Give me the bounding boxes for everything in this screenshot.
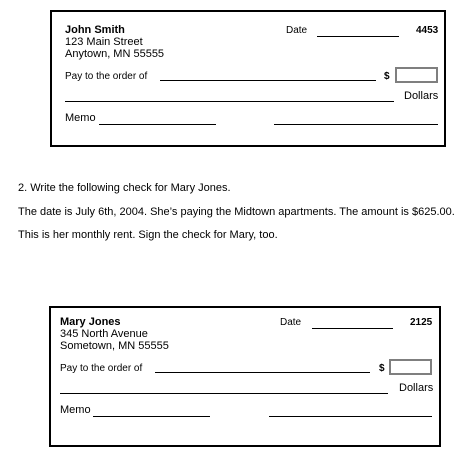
check-number: 2125 (410, 317, 433, 328)
payer-city: Sometown, MN 55555 (60, 340, 169, 352)
date-label: Date (286, 25, 308, 36)
instruction-text-1: The date is July 6th, 2004. She’s paying the Midtown apartments. The amount is $625.00. (18, 206, 455, 218)
signature-line[interactable] (269, 416, 432, 417)
dollar-sign: $ (384, 71, 390, 82)
pay-to-label: Pay to the order of (60, 363, 143, 374)
pay-to-label: Pay to the order of (65, 71, 148, 82)
memo-label: Memo (60, 404, 91, 416)
payer-street: 345 North Avenue (60, 328, 148, 340)
payee-line[interactable] (155, 372, 370, 373)
amount-box[interactable] (389, 359, 432, 375)
date-label: Date (280, 317, 302, 328)
dollars-label: Dollars (404, 90, 439, 102)
payee-line[interactable] (160, 80, 376, 81)
check-number: 4453 (416, 25, 439, 36)
memo-line[interactable] (99, 124, 216, 125)
check-mary-jones (49, 306, 441, 447)
amount-box[interactable] (395, 67, 438, 83)
memo-line[interactable] (93, 416, 210, 417)
payer-street: 123 Main Street (65, 36, 143, 48)
written-amount-line[interactable] (60, 393, 388, 394)
question-heading: 2. Write the following check for Mary Jones. (18, 182, 231, 194)
dollars-label: Dollars (399, 382, 434, 394)
signature-line[interactable] (274, 124, 438, 125)
dollar-sign: $ (379, 363, 385, 374)
memo-label: Memo (65, 112, 96, 124)
written-amount-line[interactable] (65, 101, 394, 102)
payer-name: John Smith (65, 24, 125, 36)
payer-name: Mary Jones (60, 316, 121, 328)
date-line[interactable] (317, 36, 399, 37)
date-line[interactable] (312, 328, 393, 329)
check-john-smith (50, 10, 446, 147)
instruction-text-2: This is her monthly rent. Sign the check for Mary, too. (18, 229, 278, 241)
payer-city: Anytown, MN 55555 (65, 48, 165, 60)
